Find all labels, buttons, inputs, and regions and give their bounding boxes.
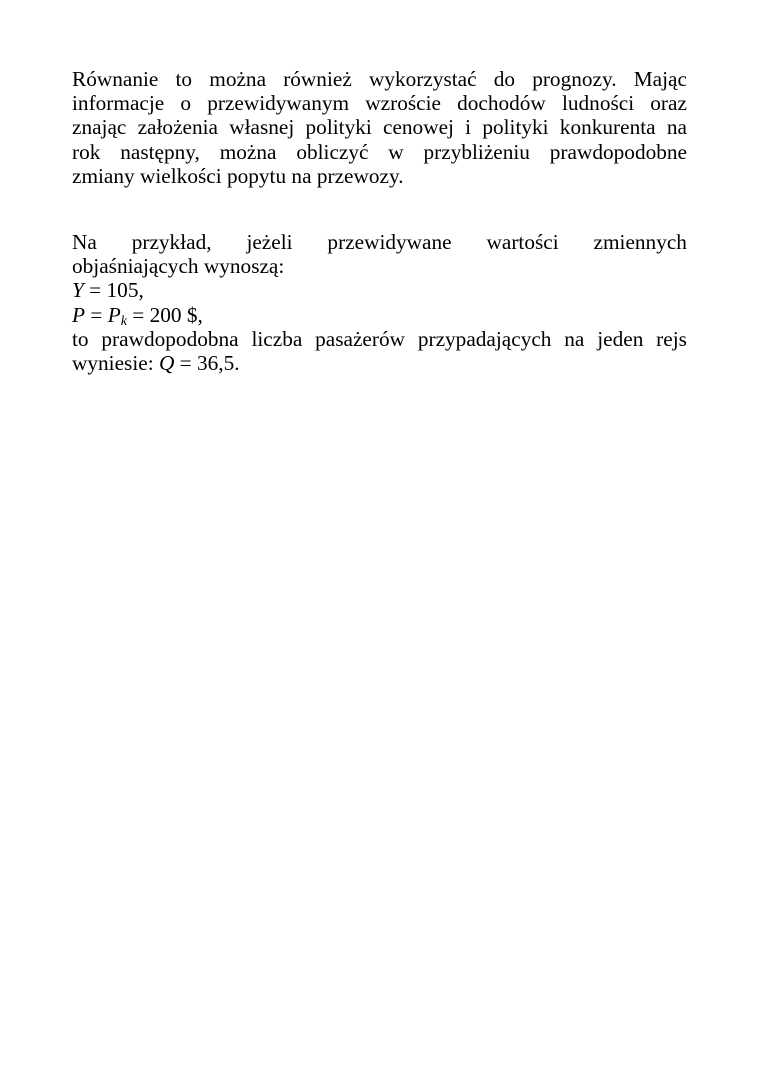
word: również (283, 67, 352, 91)
paragraph-forecast-intro (72, 67, 687, 188)
word: rejs (656, 326, 687, 351)
word: przewidywanym (207, 91, 350, 116)
paragraph-example (72, 230, 687, 375)
word: można (209, 67, 267, 91)
word: przykład, (131, 230, 212, 254)
word: Na (72, 230, 97, 254)
word: dochodów (457, 91, 546, 116)
word: liczba (251, 326, 303, 351)
equation-q (72, 351, 687, 375)
word: cenowej (383, 115, 454, 140)
word: prawdopodobna (101, 326, 239, 351)
word: polityki (482, 115, 549, 140)
conclusion-line (72, 327, 687, 351)
variable-q: Q (158, 351, 175, 376)
equation-y (72, 278, 687, 302)
text-line-last: zmiany wielkości popytu na przewozy. (72, 163, 404, 188)
word: i (465, 115, 472, 140)
word: przypadających (417, 326, 552, 351)
word: oraz (650, 91, 687, 116)
word: Równanie (72, 67, 159, 91)
equation-p (72, 303, 687, 327)
text-line (72, 115, 687, 139)
word: informacje (72, 91, 165, 116)
example-first-line (72, 230, 687, 254)
word: wzroście (365, 91, 441, 116)
word: do (493, 67, 516, 91)
word: ludności (561, 91, 635, 116)
word: wykorzystać (368, 67, 477, 91)
variable-y: Y (72, 278, 84, 303)
word: polityki (305, 115, 372, 140)
equation-p-value: = 200 $, (126, 302, 203, 327)
variable-p: P (72, 302, 86, 327)
word: obliczyć (296, 139, 369, 164)
word: własnej (229, 115, 295, 140)
word: w (388, 139, 404, 164)
word: założenia (137, 115, 219, 140)
equation-y-value: = 105, (83, 278, 144, 303)
word: następny, (120, 139, 200, 164)
word: zmiennych (593, 230, 687, 254)
text-line (72, 91, 687, 115)
word: Mając (633, 67, 687, 91)
text-line (72, 140, 687, 164)
word: przybliżeniu (423, 139, 530, 164)
word: to (72, 326, 89, 351)
word: przewidywane (327, 230, 452, 254)
word: na (564, 326, 585, 351)
word: pasażerów (315, 326, 405, 351)
word: rok (72, 139, 101, 164)
word: jeżeli (246, 230, 293, 254)
word: konkurenta (559, 115, 656, 140)
example-second-line: objaśniających wynoszą: (72, 254, 285, 279)
word: jeden (597, 326, 644, 351)
final-prefix: wyniesie: (72, 351, 159, 376)
word: można (219, 139, 277, 164)
equals-sign: = (85, 302, 108, 327)
word: prawdopodobne (549, 139, 687, 164)
equation-q-value: = 36,5. (174, 351, 240, 376)
word: to (175, 67, 193, 91)
word: na (666, 115, 687, 140)
variable-pk-subscript: k (120, 313, 127, 329)
text-line (72, 67, 687, 91)
word: o (180, 91, 192, 116)
word: prognozy. (532, 67, 617, 91)
variable-pk: P (107, 302, 121, 327)
word: znając (72, 115, 127, 140)
word: wartości (486, 230, 559, 254)
